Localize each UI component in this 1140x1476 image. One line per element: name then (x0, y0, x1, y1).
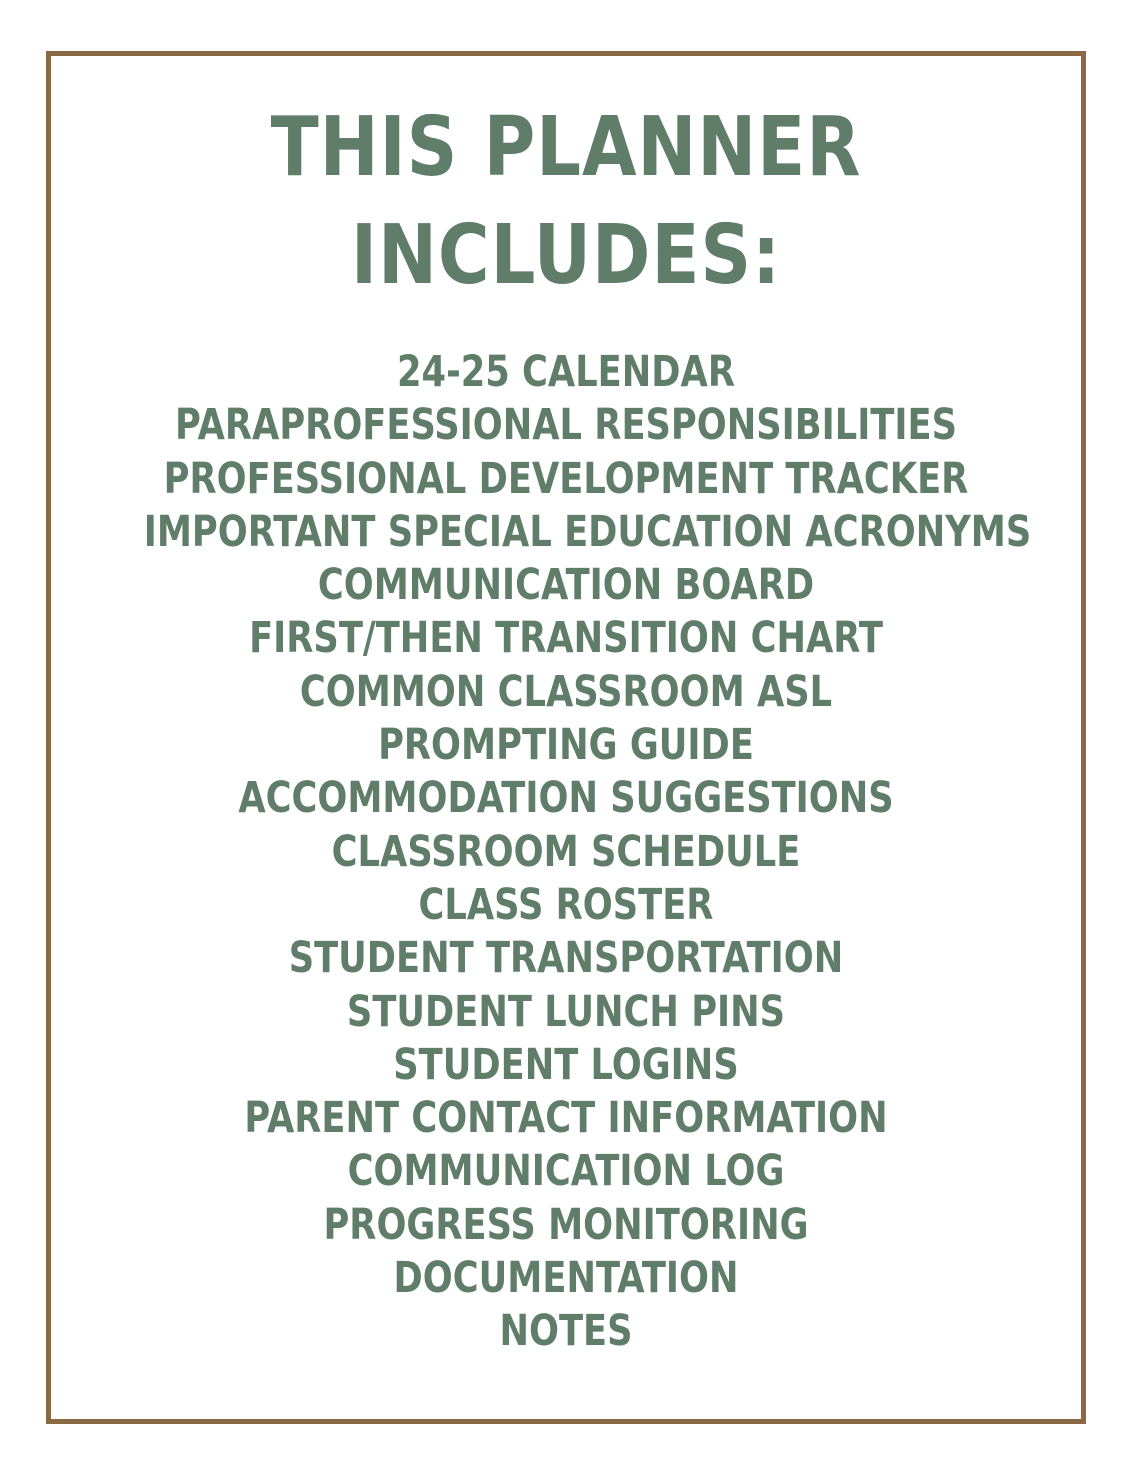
list-item: STUDENT LUNCH PINS (346, 986, 786, 1037)
list-item: STUDENT LOGINS (393, 1039, 739, 1090)
list-item: PROMPTING GUIDE (378, 720, 754, 771)
page-border-frame (46, 51, 1086, 1424)
list-item: COMMON CLASSROOM ASL (299, 666, 833, 717)
list-item: FIRST/THEN TRANSITION CHART (249, 613, 883, 664)
list-item: PARENT CONTACT INFORMATION (244, 1093, 888, 1144)
list-item: DOCUMENTATION (393, 1253, 739, 1304)
list-item: NOTES (499, 1306, 633, 1357)
list-item: PARAPROFESSIONAL RESPONSIBILITIES (174, 400, 958, 451)
list-item: COMMUNICATION LOG (347, 1146, 785, 1197)
list-item: COMMUNICATION BOARD (317, 560, 815, 611)
included-items-list (51, 346, 1081, 1359)
list-item: CLASSROOM SCHEDULE (331, 826, 801, 877)
list-item: IMPORTANT SPECIAL EDUCATION ACRONYMS (143, 506, 1032, 557)
list-item: PROFESSIONAL DEVELOPMENT TRACKER (163, 453, 969, 504)
title-line-2: INCLUDES: (350, 208, 782, 303)
page-title (123, 94, 1009, 310)
list-item: 24-25 CALENDAR (397, 347, 735, 397)
list-item: CLASS ROSTER (418, 879, 714, 930)
list-item: ACCOMMODATION SUGGESTIONS (238, 773, 894, 824)
list-item: STUDENT TRANSPORTATION (288, 933, 844, 984)
title-line-1: THIS PLANNER (270, 100, 862, 195)
list-item: PROGRESS MONITORING (323, 1199, 809, 1250)
